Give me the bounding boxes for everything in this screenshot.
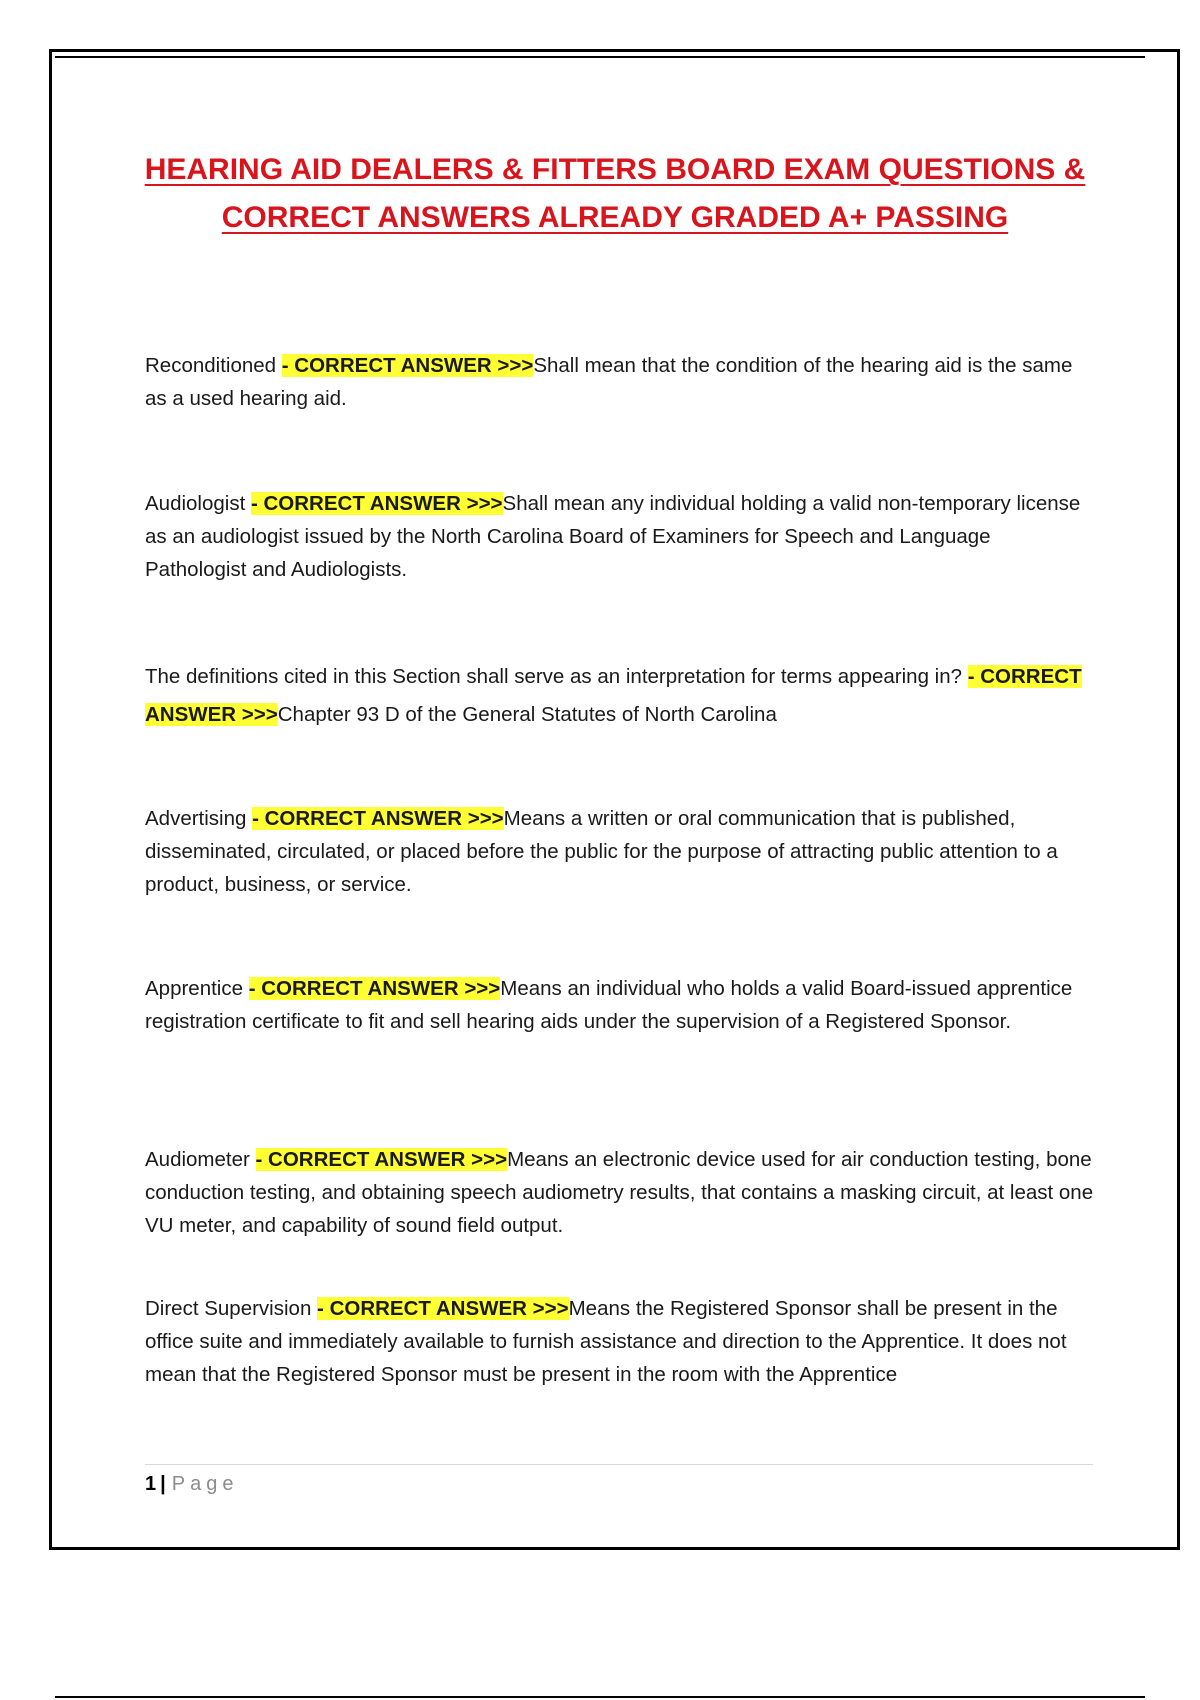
correct-answer-marker: - CORRECT ANSWER >>> xyxy=(248,977,501,1000)
correct-answer-marker: - CORRECT ANSWER >>> xyxy=(255,1148,508,1171)
entry-term: Audiologist xyxy=(145,492,251,515)
qa-entry xyxy=(145,658,1095,734)
qa-entry xyxy=(145,972,1095,1038)
entry-answer: Means an electronic device used for air conduction testing, bone conduction testing, and obtaining speech audiometry results, that contains a masking circuit, at least one VU meter, and capability of sound field output. xyxy=(145,1148,1094,1237)
top-rule xyxy=(55,56,1145,58)
entry-answer: Shall mean any individual holding a valid non-temporary license as an audiologist issued by the North Carolina Board of Examiners for Speech and Language Pathologist and Audiologists. xyxy=(145,492,1081,581)
entry-term: The definitions cited in this Section shall serve as an interpretation for terms appearing in? xyxy=(145,665,968,688)
qa-entry xyxy=(145,1143,1095,1242)
qa-entry xyxy=(145,802,1095,901)
entry-answer: Means the Registered Sponsor shall be present in the office suite and immediately available to furnish assistance and direction to the Apprentice. It does not mean that the Registered Sponsor must be present in the room with the Apprentice xyxy=(145,1297,1067,1386)
next-page-top-rule xyxy=(55,1696,1145,1698)
document-title xyxy=(140,146,1090,242)
title-line-2: CORRECT ANSWERS ALREADY GRADED A+ PASSING xyxy=(221,201,1009,234)
entry-term: Audiometer xyxy=(145,1148,256,1171)
qa-entry xyxy=(145,349,1095,415)
entry-term: Direct Supervision xyxy=(145,1297,318,1320)
page-label: Page xyxy=(171,1473,239,1495)
entry-term: Reconditioned xyxy=(145,354,282,377)
entry-answer: Chapter 93 D of the General Statutes of North Carolina xyxy=(277,703,777,726)
qa-entry xyxy=(145,1292,1095,1391)
title-line-1: HEARING AID DEALERS & FITTERS BOARD EXAM QUESTIONS & xyxy=(144,153,1086,186)
correct-answer-marker: - CORRECT ANSWER >>> xyxy=(317,1297,569,1320)
correct-answer-marker: - CORRECT ANSWER >>> xyxy=(250,492,503,515)
correct-answer-marker: - CORRECT ANSWER >>> xyxy=(145,665,1082,726)
entry-answer: Means an individual who holds a valid Board-issued apprentice registration certificate to fit and sell hearing aids under the supervision of a Registered Sponsor. xyxy=(145,977,1073,1033)
qa-entry xyxy=(145,487,1095,586)
footer-rule xyxy=(145,1464,1093,1465)
entry-term: Apprentice xyxy=(145,977,249,1000)
entry-answer: Shall mean that the condition of the hearing aid is the same as a used hearing aid. xyxy=(145,354,1073,410)
page-number: 1 xyxy=(145,1473,157,1495)
entry-term: Advertising xyxy=(145,807,253,830)
footer-separator: | xyxy=(160,1473,166,1495)
entry-answer: Means a written or oral communication that is published, disseminated, circulated, or placed before the public for the purpose of attracting public attention to a product, business, or service. xyxy=(145,807,1058,896)
correct-answer-marker: - CORRECT ANSWER >>> xyxy=(252,807,504,830)
correct-answer-marker: - CORRECT ANSWER >>> xyxy=(281,354,534,377)
page-footer xyxy=(145,1470,238,1498)
